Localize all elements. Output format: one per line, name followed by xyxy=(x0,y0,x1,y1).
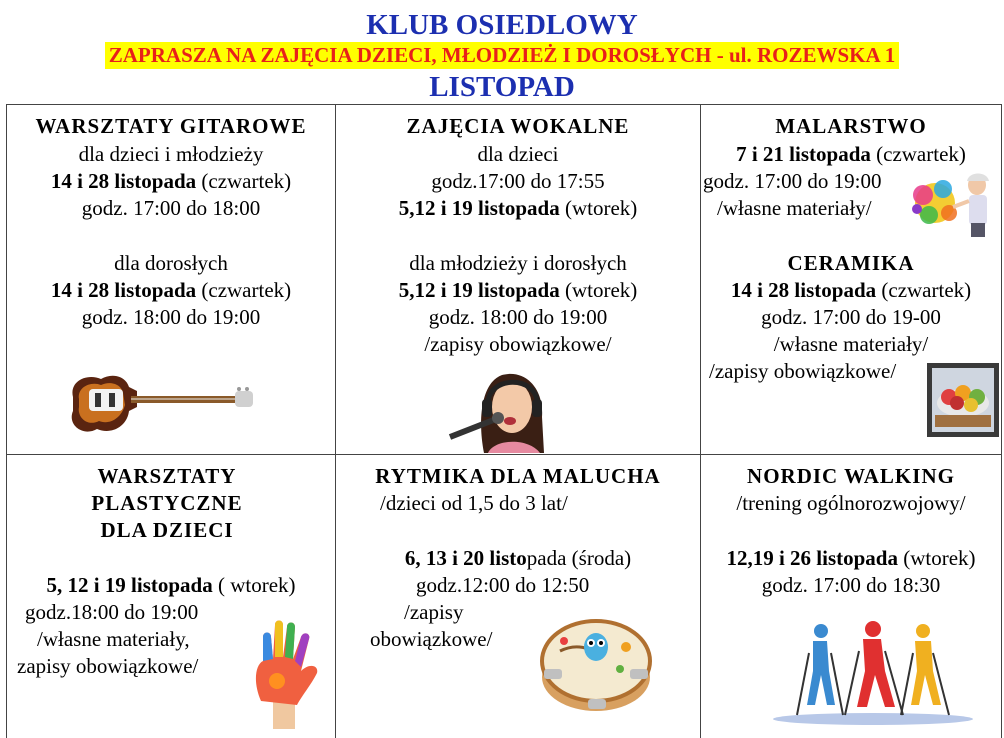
ceramics-note2: /zapisy obowiązkowe/ xyxy=(709,359,897,383)
vocal-group1-label: dla dzieci xyxy=(477,142,559,166)
ceramics-note1: /własne materiały/ xyxy=(773,332,929,356)
vocal-group2-day: (wtorek) xyxy=(559,278,638,302)
ceramics-bowl-icon xyxy=(927,363,999,437)
painting-heading: MALARSTWO xyxy=(775,114,927,138)
electric-guitar-icon xyxy=(65,367,257,439)
vocal-heading: ZAJĘCIA WOKALNE xyxy=(406,114,630,138)
cell-guitar xyxy=(6,104,336,455)
guitar-group1-time: godz. 17:00 do 18:00 xyxy=(81,196,261,220)
rhythm-dates-bold2: pada xyxy=(526,546,567,570)
nordic-day: (wtorek) xyxy=(897,546,976,570)
guitar-group2-dates xyxy=(7,277,335,304)
subtitle-wrap xyxy=(0,42,1004,69)
schedule-grid xyxy=(6,104,1002,738)
painting-dates-bold: 7 i 21 listopada xyxy=(736,142,871,166)
art-note1: /własne materiały, xyxy=(37,627,190,651)
nordic-dates-bold: 12,19 i 26 listopada xyxy=(726,546,898,570)
vocal-group1-day: (wtorek) xyxy=(559,196,638,220)
art-heading2: PLASTYCZNE xyxy=(91,491,243,515)
painting-dates xyxy=(701,141,1001,168)
ceramics-dates-bold: 14 i 28 listopada xyxy=(730,278,877,302)
art-dates xyxy=(7,572,335,599)
rhythm-dates xyxy=(336,545,700,572)
nordic-walkers-icon xyxy=(763,619,973,729)
cell-nordic xyxy=(700,454,1002,738)
poster-subtitle: ZAPRASZA NA ZAJĘCIA DZIECI, MŁODZIEŻ I DOROSŁYCH - ul. ROZEWSKA 1 xyxy=(105,42,900,69)
rhythm-note2: obowiązkowe/ xyxy=(370,627,493,651)
cell-art xyxy=(6,454,336,738)
cell-painting-ceramics xyxy=(700,104,1002,455)
rhythm-time: godz.12:00 do 12:50 xyxy=(416,573,590,597)
vocal-group2-dates-bold: 5,12 i 19 listopada xyxy=(398,278,560,302)
guitar-group1-dates xyxy=(7,168,335,195)
art-day: ( wtorek) xyxy=(212,573,296,597)
art-dates-bold: 5, 12 i 19 listopada xyxy=(46,573,213,597)
guitar-group2-time: godz. 18:00 do 19:00 xyxy=(81,305,261,329)
rhythm-heading: RYTMIKA DLA MALUCHA xyxy=(375,464,661,488)
poster-month: LISTOPAD xyxy=(429,71,575,103)
vocal-group2-time: godz. 18:00 do 19:00 xyxy=(428,305,608,329)
guitar-group1-day: (czwartek) xyxy=(196,169,292,193)
art-time: godz.18:00 do 19:00 xyxy=(25,600,199,624)
ceramics-heading: CERAMIKA xyxy=(787,251,915,275)
guitar-heading: WARSZTATY GITAROWE xyxy=(35,114,307,138)
painter-splash-icon xyxy=(909,167,999,237)
poster-title: KLUB OSIEDLOWY xyxy=(366,9,638,41)
cell-vocal xyxy=(335,104,701,455)
vocal-note: /zapisy obowiązkowe/ xyxy=(424,332,612,356)
painted-hand-icon xyxy=(239,617,325,729)
art-heading1: WARSZTATY xyxy=(97,464,237,488)
ceramics-day: (czwartek) xyxy=(876,278,972,302)
ceramics-time: godz. 17:00 do 19-00 xyxy=(761,305,941,329)
painting-note: /własne materiały/ xyxy=(717,196,872,220)
guitar-group2-label: dla dorosłych xyxy=(114,251,228,275)
art-note2: zapisy obowiązkowe/ xyxy=(17,654,199,678)
vocal-group2-label: dla młodzieży i dorosłych xyxy=(409,251,627,275)
rhythm-dates-bold1: 6, 13 i 20 listo xyxy=(404,546,527,570)
guitar-group1-dates-bold: 14 i 28 listopada xyxy=(50,169,197,193)
nordic-desc: /trening ogólnorozwojowy/ xyxy=(736,491,966,515)
rhythm-note1: /zapisy xyxy=(404,600,464,624)
vocal-group1-time: godz.17:00 do 17:55 xyxy=(431,169,605,193)
rhythm-age: /dzieci od 1,5 do 3 lat/ xyxy=(380,491,568,515)
rhythm-day: (środa) xyxy=(566,546,632,570)
vocal-group1-dates xyxy=(336,195,700,222)
painting-time: godz. 17:00 do 19:00 xyxy=(703,169,882,193)
nordic-dates xyxy=(701,545,1001,572)
cell-rhythm xyxy=(335,454,701,738)
guitar-group2-dates-bold: 14 i 28 listopada xyxy=(50,278,197,302)
nordic-time: godz. 17:00 do 18:30 xyxy=(761,573,941,597)
vocal-group1-dates-bold: 5,12 i 19 listopada xyxy=(398,196,560,220)
nordic-heading: NORDIC WALKING xyxy=(747,464,955,488)
guitar-group1-label: dla dzieci i młodzieży xyxy=(78,142,264,166)
tambourine-owl-icon xyxy=(540,611,660,721)
vocal-group2-dates xyxy=(336,277,700,304)
singing-girl-icon xyxy=(444,363,558,453)
guitar-group2-day: (czwartek) xyxy=(196,278,292,302)
painting-day: (czwartek) xyxy=(870,142,966,166)
ceramics-dates xyxy=(701,277,1001,304)
poster-header xyxy=(0,0,1004,103)
art-heading3: DLA DZIECI xyxy=(100,518,234,542)
